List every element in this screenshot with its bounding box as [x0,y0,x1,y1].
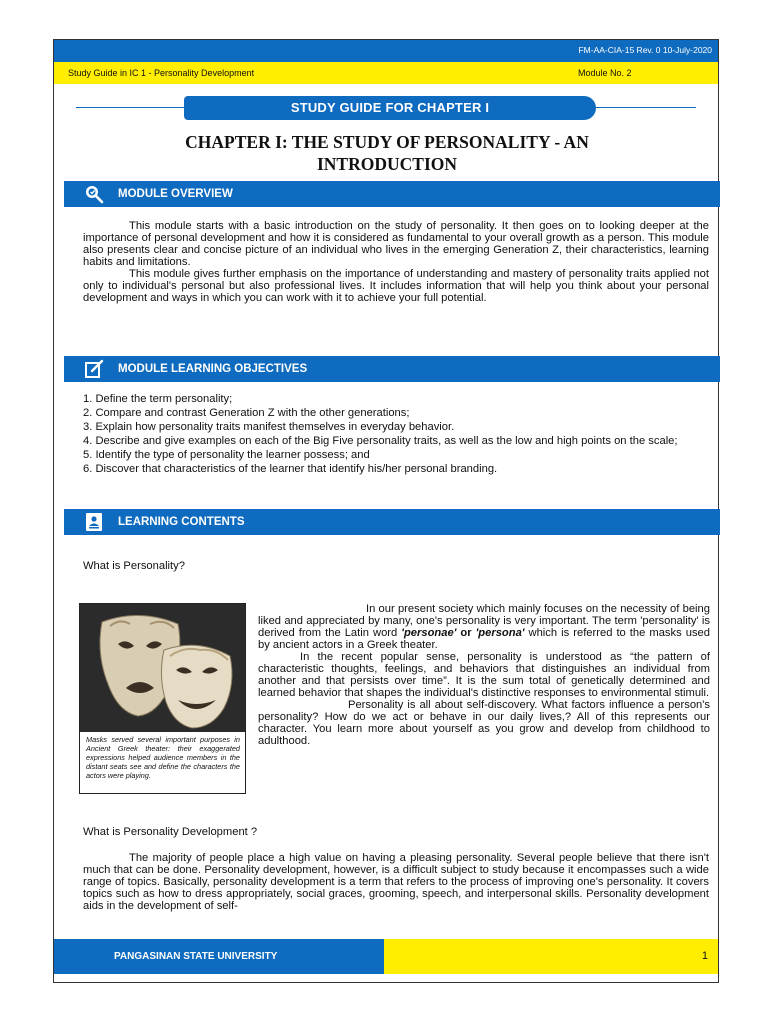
header-yellow-bar [54,62,718,84]
objective-item: 3. Explain how personality traits manifest themselves in everyday behavior. [83,421,455,433]
footer-bar [54,939,718,974]
question-heading: What is Personality? [83,560,185,572]
overview-paragraph-2: This module gives further emphasis on the importance of understanding and mastery of personality traits applied not only to individual's personal but also professional lives. It includes information that will help you think about your personal development and ways in which you can work with it to achieve your full potential. [83,268,709,304]
section-title: MODULE OVERVIEW [118,188,233,200]
term-persona: 'persona' [475,627,525,639]
chapter-title: CHAPTER I: THE STUDY OF PERSONALITY - AN INTRODUCTION [185,132,589,174]
section-header-overview [64,181,720,207]
edit-note-icon [84,359,104,379]
text-run: or [456,627,476,639]
document-code: FM-AA-CIA-15 Rev. 0 10-July-2020 [578,45,712,55]
overview-text [83,220,709,304]
objective-item: 5. Identify the type of personality the learner possess; and [83,449,370,461]
objective-item: 6. Discover that characteristics of the learner that identify his/her personal branding. [83,463,498,475]
page-number: 1 [701,950,708,962]
masks-figure [79,603,246,794]
objective-item: 1. Define the term personality; [83,393,233,405]
objective-item: 2. Compare and contrast Generation Z with the other generations; [83,407,410,419]
header-blue-bar [54,40,718,62]
magnifier-icon [84,184,104,204]
footer-blue-block [54,939,384,974]
module-number: Module No. 2 [578,68,632,78]
chapter-banner: STUDY GUIDE FOR CHAPTER I [184,96,596,120]
paragraph-development: The majority of people place a high value on having a pleasing personality. Several people believe that there isn't much that can be done. Personality development, however, is a difficult subject to study because it encompasses such a wide range of topics. Basically, personality development is a term that refers to the process of improving one's personality. It covers topics such as how to dress appropriately, social graces, grooming, speech, and interpersonal skills. Personality development aids in the development of self- [83,852,709,912]
text-run: In our present society which mainly focuses on the necessity of being liked and appreciated by many, one's personality is very important. The term 'personality' is derived from the Latin word [258,603,710,639]
document-page [53,39,719,983]
section-title: LEARNING CONTENTS [118,516,245,528]
paragraph-personality-1 [258,603,710,651]
overview-paragraph-1: This module starts with a basic introduction on the study of personality. It then goes on to looking deeper at the importance of personal development and how it is considered as fundamental to your overall growth as a person. This module also presents clear and concise picture of an individual who lives in the emerging Generation Z, their characteristics, learning habits and limitations. [83,220,709,268]
contact-card-icon [84,512,104,532]
study-guide-label: Study Guide in IC 1 - Personality Development [68,68,255,78]
personality-text [258,603,710,747]
text-run: which is referred to the masks used by ancient actors in a Greek theater. [258,627,711,651]
figure-caption: Masks served several important purposes in Ancient Greek theater: their exaggerated expressions helped audience members in the distant seats see and define the characters the actors were playing. [86,735,240,780]
university-name: PANGASINAN STATE UNIVERSITY [114,951,278,962]
section-title: MODULE LEARNING OBJECTIVES [118,363,308,375]
paragraph-personality-3: Personality is all about self-discovery. What factors influence a person's personality? How do we act or behave in our daily lives,? All of this represents our character. You learn more about yourself as you grow and develop from childhood to adulthood. [258,699,710,747]
theater-masks-image [80,604,245,732]
objectives-list [83,392,709,476]
footer-yellow-block [384,939,718,974]
term-personae: 'personae' [401,627,457,639]
development-text [83,852,709,912]
question-heading: What is Personality Development ? [83,826,258,838]
section-header-contents [64,509,720,535]
section-header-objectives [64,356,720,382]
objective-item: 4. Describe and give examples on each of the Big Five personality traits, as well as the low and high points on the scale; [83,435,678,447]
paragraph-personality-2: In the recent popular sense, personality is understood as “the pattern of characteristic thoughts, feelings, and behaviors that distinguishes an individual from another and that persists over time”. It is the sum total of genetically determined and learned behavior that shapes the individual's distinctive responses to environmental stimuli. [258,651,710,699]
